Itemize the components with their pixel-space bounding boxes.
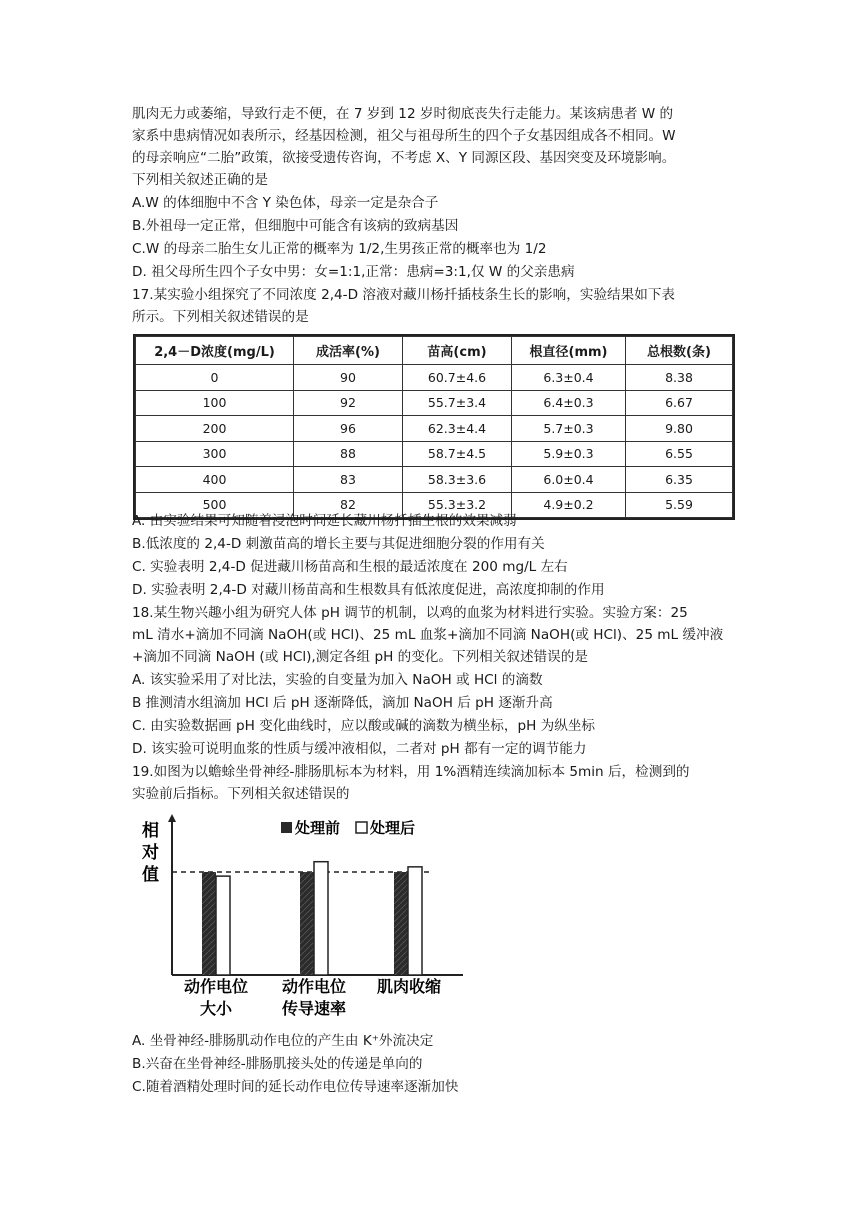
table-cell: 100: [136, 390, 294, 416]
table-cell: 55.7±3.4: [403, 390, 512, 416]
q18-stem-line-1: 18.某生物兴趣小组为研究人体 pH 调节的机制，以鸡的血浆为材料进行实验。实验方案：25: [132, 605, 688, 621]
table-cell: 8.38: [626, 365, 733, 391]
table-cell: 6.3±0.4: [512, 365, 626, 391]
table-cell: 96: [294, 416, 403, 442]
table-cell: 90: [294, 365, 403, 391]
table-cell: 9.80: [626, 416, 733, 442]
q18-stem-line-2: mL 清水+滴加不同滴 NaOH(或 HCl)、25 mL 血浆+滴加不同滴 NaOH(或 HCl)、25 mL 缓冲液: [132, 627, 724, 643]
table-cell: 62.3±4.4: [403, 416, 512, 442]
q16-text-line-3: 的母亲响应“二胎”政策，欲接受遗传咨询，不考虑 X、Y 同源区段、基因突变及环境影响。: [132, 150, 676, 166]
results-table: [133, 334, 735, 520]
table-cell: 400: [136, 467, 294, 493]
table-cell: 6.67: [626, 390, 733, 416]
q16-text-line-4: 下列相关叙述正确的是: [132, 172, 268, 188]
table-cell: 6.55: [626, 441, 733, 467]
table-cell: 6.0±0.4: [512, 467, 626, 493]
q16-option-c: C.W 的母亲二胎生女儿正常的概率为 1/2,生男孩正常的概率也为 1/2: [132, 241, 547, 257]
q16-option-a: A.W 的体细胞中不含 Y 染色体，母亲一定是杂合子: [132, 195, 439, 211]
q17-option-d: D. 实验表明 2,4-D 对藏川杨苗高和生根数具有低浓度促进，高浓度抑制的作用: [132, 582, 605, 598]
table-cell: 92: [294, 390, 403, 416]
x-category-label: 传导速率: [281, 999, 347, 1018]
q16-text-line-1: 肌肉无力或萎缩，导致行走不便，在 7 岁到 12 岁时彻底丧失行走能力。某该病患者 W 的: [132, 106, 674, 122]
q16-option-b: B.外祖母一定正常，但细胞中可能含有该病的致病基因: [132, 218, 459, 234]
q18-option-a: A. 该实验采用了对比法，实验的自变量为加入 NaOH 或 HCl 的滴数: [132, 672, 543, 688]
bar-action-potential-size-after: [216, 876, 230, 975]
table-cell: 58.7±4.5: [403, 441, 512, 467]
q18-stem-line-3: +滴加不同滴 NaOH (或 HCl),测定各组 pH 的变化。下列相关叙述错误的是: [132, 649, 588, 665]
q19-option-a: A. 坐骨神经-腓肠肌动作电位的产生由 K⁺外流决定: [132, 1033, 434, 1049]
table-header-cell: 2,4－D浓度(mg/L): [136, 337, 294, 365]
legend-label-before: 处理前: [295, 819, 341, 837]
q19-stem-line-2: 实验前后指标。下列相关叙述错误的: [132, 786, 350, 802]
q18-option-d: D. 该实验可说明血浆的性质与缓冲液相似，二者对 pH 都有一定的调节能力: [132, 741, 587, 757]
q17-stem-line-1: 17.某实验小组探究了不同浓度 2,4-D 溶液对藏川杨扦插枝条生长的影响，实验结果如下表: [132, 287, 676, 303]
table-cell: 500: [136, 492, 294, 518]
q16-text-line-2: 家系中患病情况如表所示，经基因检测，祖父与祖母所生的四个子女基因组成各不相同。W: [132, 128, 676, 144]
q19-stem-line-1: 19.如图为以蟾蜍坐骨神经-腓肠肌标本为材料，用 1%酒精连续滴加标本 5min 后，检测到的: [132, 764, 690, 780]
table-row: [136, 441, 733, 467]
x-category-label: 肌肉收缩: [376, 977, 442, 996]
table-row: [136, 365, 733, 391]
table-cell: 82: [294, 492, 403, 518]
table-cell: 300: [136, 441, 294, 467]
table-row: [136, 467, 733, 493]
bar-action-potential-size-before: [202, 872, 216, 975]
table-cell: 6.4±0.3: [512, 390, 626, 416]
q18-option-b: B 推测清水组滴加 HCl 后 pH 逐渐降低，滴加 NaOH 后 pH 逐渐升高: [132, 695, 553, 711]
q17-stem-line-2: 所示。下列相关叙述错误的是: [132, 309, 309, 325]
table-cell: 6.35: [626, 467, 733, 493]
y-axis-label-char: 相: [142, 821, 159, 841]
table-cell: 58.3±3.6: [403, 467, 512, 493]
table-cell: 60.7±4.6: [403, 365, 512, 391]
table-row: [136, 390, 733, 416]
table-header-cell: 成活率(%): [294, 337, 403, 365]
table-cell: 83: [294, 467, 403, 493]
x-category-label: 动作电位: [183, 977, 249, 996]
x-category-label: 动作电位: [281, 977, 347, 996]
x-category-label: 大小: [199, 999, 233, 1018]
table-cell: 88: [294, 441, 403, 467]
bar-chart: [130, 808, 470, 1023]
q18-option-c: C. 由实验数据画 pH 变化曲线时，应以酸或碱的滴数为横坐标，pH 为纵坐标: [132, 718, 596, 734]
bar-muscle-contraction-after: [408, 867, 422, 975]
q19-option-b: B.兴奋在坐骨神经-腓肠肌接头处的传递是单向的: [132, 1056, 423, 1072]
table-cell: 55.3±3.2: [403, 492, 512, 518]
bar-conduction-velocity-before: [300, 872, 314, 975]
table-header-row: [136, 337, 733, 365]
q16-option-d: D. 祖父母所生四个子女中男：女=1:1,正常：患病=3:1,仅 W 的父亲患病: [132, 264, 575, 280]
q19-option-c: C.随着酒精处理时间的延长动作电位传导速率逐渐加快: [132, 1079, 459, 1095]
y-axis-label-char: 值: [142, 865, 159, 885]
table-cell: 5.9±0.3: [512, 441, 626, 467]
table-cell: 5.59: [626, 492, 733, 518]
bar-muscle-contraction-before: [394, 872, 408, 975]
legend-swatch-before: [281, 822, 292, 833]
q17-option-a: A. 由实验结果可知随着浸泡时间延长藏川杨扦插生根的效果减弱: [132, 513, 517, 529]
table-row: [136, 416, 733, 442]
bar-conduction-velocity-after: [314, 862, 328, 975]
table-cell: 5.7±0.3: [512, 416, 626, 442]
table-header-cell: 苗高(cm): [403, 337, 512, 365]
legend-label-after: 处理后: [370, 819, 416, 837]
q17-option-b: B.低浓度的 2,4-D 刺激苗高的增长主要与其促进细胞分裂的作用有关: [132, 536, 545, 552]
table-cell: 4.9±0.2: [512, 492, 626, 518]
table-cell: 0: [136, 365, 294, 391]
table-header-cell: 总根数(条): [626, 337, 733, 365]
y-axis-label-char: 对: [142, 843, 159, 863]
table-cell: 200: [136, 416, 294, 442]
table-header-cell: 根直径(mm): [512, 337, 626, 365]
legend-swatch-after: [356, 822, 367, 833]
q17-option-c: C. 实验表明 2,4-D 促进藏川杨苗高和生根的最适浓度在 200 mg/L 左右: [132, 559, 568, 575]
